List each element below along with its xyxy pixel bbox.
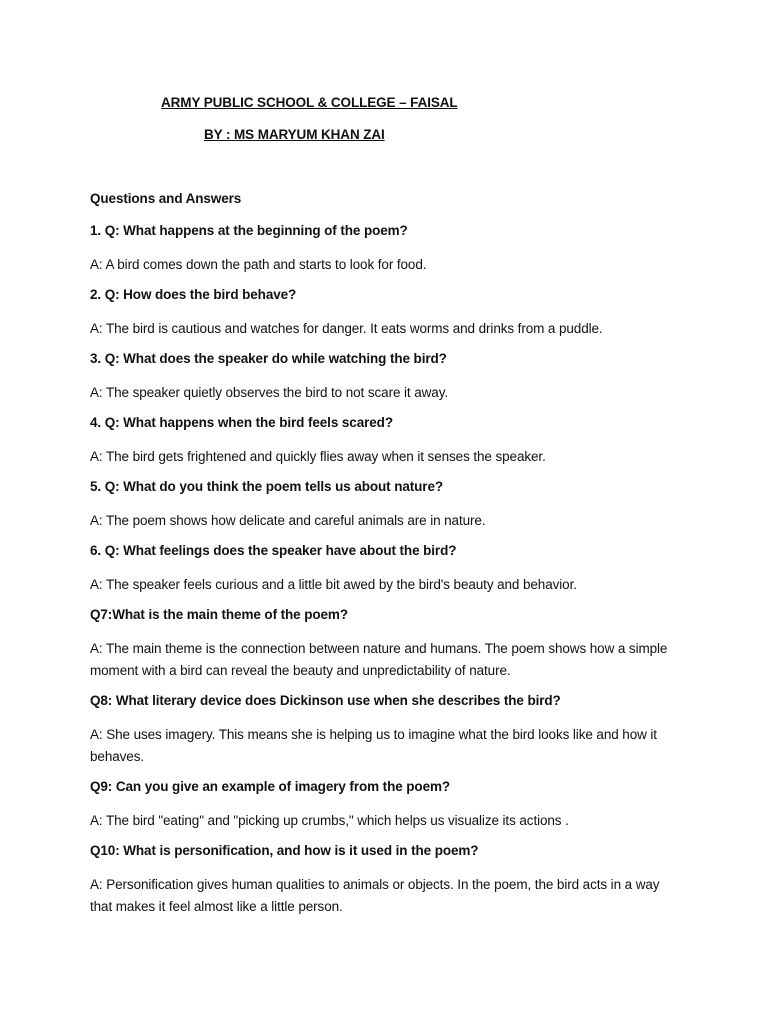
- answer: A: The speaker quietly observes the bird to not scare it away.: [90, 385, 448, 400]
- question: Q7:What is the main theme of the poem?: [90, 607, 348, 622]
- qa-item: [90, 692, 680, 768]
- answer: A: The main theme is the connection between nature and humans. The poem shows how a simple moment with a bird can reveal the beauty and unpredictability of nature.: [90, 641, 668, 678]
- answer: A: A bird comes down the path and starts to look for food.: [90, 257, 427, 272]
- question: 2. Q: How does the bird behave?: [90, 287, 297, 302]
- question: 3. Q: What does the speaker do while watching the bird?: [90, 351, 447, 366]
- answer: A: The speaker feels curious and a little bit awed by the bird's beauty and behavior.: [90, 577, 577, 592]
- qa-item: [90, 778, 680, 832]
- qa-item: [90, 414, 680, 468]
- answer: A: The bird is cautious and watches for danger. It eats worms and drinks from a puddle.: [90, 321, 603, 336]
- qa-item: [90, 350, 680, 404]
- qa-item: [90, 478, 680, 532]
- question: 4. Q: What happens when the bird feels scared?: [90, 415, 393, 430]
- qa-item: [90, 542, 680, 596]
- question: 5. Q: What do you think the poem tells us about nature?: [90, 479, 444, 494]
- qa-item: [90, 222, 680, 276]
- section-title: Questions and Answers: [90, 191, 242, 206]
- answer: A: Personification gives human qualities to animals or objects. In the poem, the bird acts in a way that makes it feel almost like a little person.: [90, 877, 660, 914]
- question: 1. Q: What happens at the beginning of the poem?: [90, 223, 408, 238]
- question: 6. Q: What feelings does the speaker have about the bird?: [90, 543, 457, 558]
- qa-list: [90, 222, 680, 918]
- qa-item: [90, 842, 680, 918]
- school-heading: ARMY PUBLIC SCHOOL & COLLEGE – FAISAL: [161, 95, 458, 110]
- question: Q9: Can you give an example of imagery from the poem?: [90, 779, 451, 794]
- question: Q10: What is personification, and how is it used in the poem?: [90, 843, 479, 858]
- answer: A: She uses imagery. This means she is helping us to imagine what the bird looks like and how it behaves.: [90, 727, 657, 764]
- document-body: [90, 190, 680, 928]
- qa-item: [90, 286, 680, 340]
- author-heading: BY : MS MARYUM KHAN ZAI: [204, 127, 385, 142]
- question: Q8: What literary device does Dickinson use when she describes the bird?: [90, 693, 561, 708]
- answer: A: The bird "eating" and "picking up crumbs," which helps us visualize its actions .: [90, 813, 569, 828]
- qa-item: [90, 606, 680, 682]
- answer: A: The poem shows how delicate and careful animals are in nature.: [90, 513, 486, 528]
- answer: A: The bird gets frightened and quickly flies away when it senses the speaker.: [90, 449, 546, 464]
